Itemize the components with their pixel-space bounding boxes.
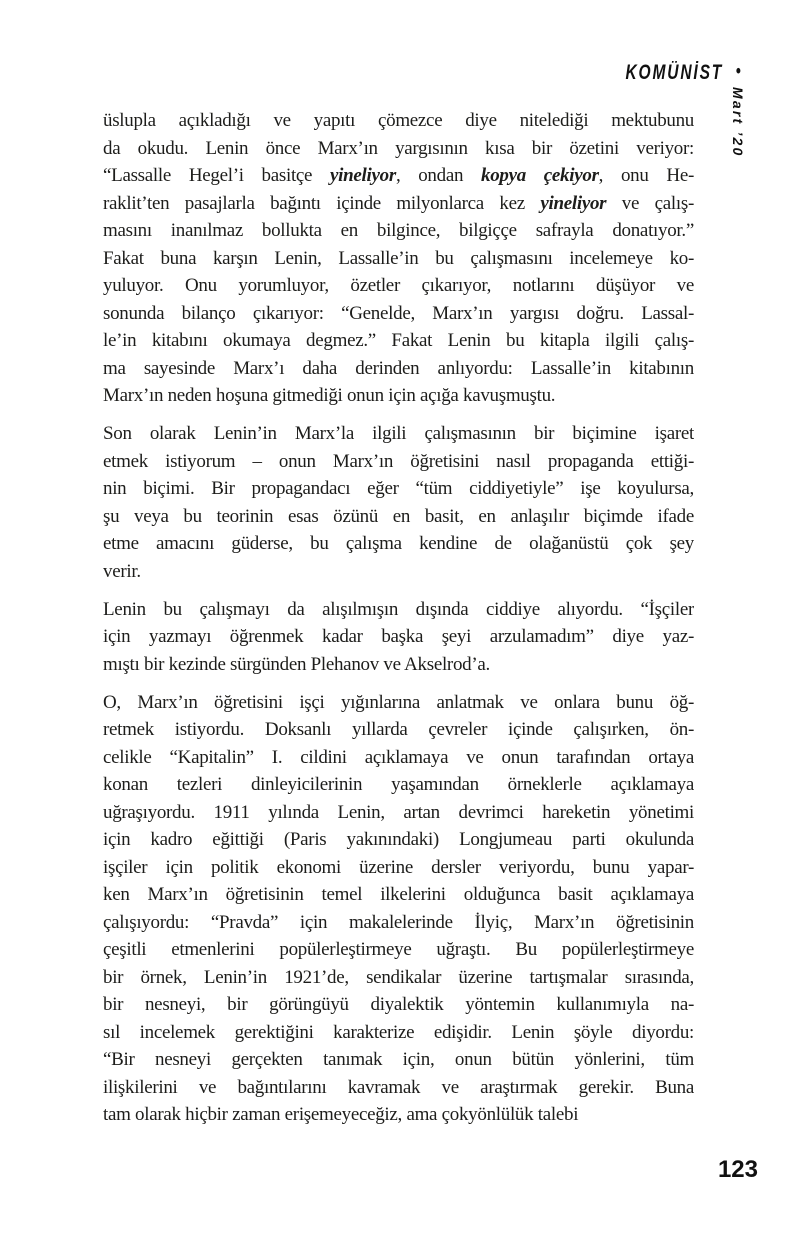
- text-run: verir.: [103, 560, 141, 582]
- text-run: etme amacını güderse, bu çalışma kendine de olağanüstü çok şey: [103, 533, 694, 554]
- text-line: [103, 909, 694, 937]
- text-line: [103, 1046, 694, 1074]
- text-line: [103, 1101, 694, 1129]
- issue-date: Mart ’20: [730, 87, 746, 158]
- text-line: [103, 420, 694, 448]
- text-run: sonunda bilanço çıkarıyor: “Genelde, Marx’ın yargısı doğru. Lassal-: [103, 302, 694, 324]
- text-run: konan tezleri dinleyicilerinin yaşamından örneklerle açıklamaya: [103, 774, 694, 795]
- text-run: masını inanılmaz bollukta en bilgince, bilgiççe safrayla donatıyor.”: [103, 220, 694, 241]
- text-line: [103, 272, 694, 300]
- paragraph: [103, 107, 694, 410]
- text-run: için kadro eğittiği (Paris yakınındaki) Longjumeau parti okulunda: [103, 829, 694, 850]
- text-run: için yazmayı öğrenmek kadar başka şeyi arzulamadım” diye yaz-: [103, 626, 694, 647]
- text-run: ilişkilerini ve bağıntılarını kavramak ve araştırmak gerekir. Buna: [103, 1076, 694, 1098]
- text-line: [103, 448, 694, 476]
- text-line: [103, 854, 694, 882]
- text-line: [103, 135, 694, 163]
- text-run: bir örnek, Lenin’in 1921’de, sendikalar üzerine tartışmalar sırasında,: [103, 966, 694, 988]
- bullet-icon: •: [736, 61, 741, 82]
- text-line: [103, 596, 694, 624]
- text-line: [103, 1074, 694, 1102]
- text-line: [103, 716, 694, 744]
- text-line: [103, 936, 694, 964]
- text-line: [103, 991, 694, 1019]
- paragraph: [103, 689, 694, 1129]
- paragraph: [103, 420, 694, 585]
- text-line: [103, 530, 694, 558]
- text-run: ma sayesinde Marx’ı daha derinden anlıyordu: Lassalle’in kitabının: [103, 357, 694, 379]
- text-run: çalışıyordu: “Pravda” için makalelerinde İlyiç, Marx’ın öğretisinin: [103, 911, 694, 933]
- text-line: [103, 475, 694, 503]
- text-line: [103, 964, 694, 992]
- text-line: [103, 799, 694, 827]
- text-line: [103, 651, 694, 679]
- text-run: raklit’ten pasajlarla bağıntı içinde milyonlarca kez: [103, 192, 541, 214]
- text-run: Fakat buna karşın Lenin, Lassalle’in bu çalışmasını incelemeye ko-: [103, 247, 694, 269]
- text-run: , ondan: [395, 165, 482, 186]
- text-run: , onu He-: [598, 165, 694, 186]
- body-text: [103, 107, 694, 1139]
- text-run: “Lassalle Hegel’i basitçe: [103, 165, 331, 186]
- text-line: [103, 689, 694, 717]
- text-run: Son olarak Lenin’in Marx’la ilgili çalışmasının bir biçimine işaret: [103, 423, 694, 444]
- text-line: [103, 826, 694, 854]
- text-run: etmek istiyorum – onun Marx’ın öğretisini nasıl propaganda ettiği-: [103, 450, 694, 472]
- text-run: uğraşıyordu. 1911 yılında Lenin, artan devrimci hareketin yönetimi: [103, 801, 694, 823]
- text-line: [103, 771, 694, 799]
- text-run: mıştı bir kezinde sürgünden Plehanov ve Akselrod’a.: [103, 653, 490, 675]
- emphasized-text: yineliyor: [540, 192, 607, 214]
- text-line: [103, 355, 694, 383]
- text-run: “Bir nesneyi gerçekten tanımak için, onun bütün yönlerini, tüm: [103, 1049, 694, 1070]
- text-line: [103, 327, 694, 355]
- text-line: [103, 744, 694, 772]
- text-run: üslupla açıkladığı ve yapıtı çömezce diye nitelediği mektubunu: [103, 110, 694, 131]
- text-run: yuluyor. Onu yorumluyor, özetler çıkarıyor, notlarını düşüyor ve: [103, 275, 694, 296]
- text-line: [103, 217, 694, 245]
- text-run: tam olarak hiçbir zaman erişemeyeceğiz, ama çokyönlülük talebi: [103, 1104, 579, 1125]
- text-run: Lenin bu çalışmayı da alışılmışın dışında ciddiye alıyordu. “İşçiler: [103, 598, 694, 620]
- text-line: [103, 558, 694, 586]
- text-run: ken Marx’ın öğretisinin temel ilkelerini olduğunca basit açıklamaya: [103, 884, 694, 905]
- text-run: sıl incelemek gerektiğini karakterize edişidir. Lenin şöyle diyordu:: [103, 1021, 694, 1043]
- text-run: O, Marx’ın öğretisini işçi yığınlarına anlatmak ve onlara bunu öğ-: [103, 691, 694, 713]
- paragraph: [103, 596, 694, 679]
- text-line: [103, 107, 694, 135]
- text-run: Marx’ın neden hoşuna gitmediği onun için açığa kavuşmuştu.: [103, 385, 556, 406]
- text-run: nin biçimi. Bir propagandacı eğer “tüm ciddiyetiyle” işe koyulursa,: [103, 478, 694, 499]
- text-line: [103, 300, 694, 328]
- text-run: işçiler için politik ekonomi üzerine dersler veriyordu, bunu yapar-: [103, 856, 694, 878]
- text-line: [103, 245, 694, 273]
- text-run: retmek istiyordu. Doksanlı yıllarda çevreler içinde çalışırken, ön-: [103, 719, 694, 740]
- text-line: [103, 881, 694, 909]
- text-line: [103, 503, 694, 531]
- text-run: şu veya bu teorinin esas özünü en basit, en anlaşılır biçimde ifade: [103, 505, 694, 527]
- text-line: [103, 623, 694, 651]
- emphasized-text: kopya çekiyor: [481, 165, 599, 186]
- emphasized-text: yineliyor: [330, 165, 396, 186]
- text-line: [103, 162, 694, 190]
- text-line: [103, 1019, 694, 1047]
- text-run: le’in kitabını okumaya degmez.” Fakat Lenin bu kitapla ilgili çalış-: [103, 330, 694, 351]
- running-head: [626, 61, 741, 85]
- text-run: bir nesneyi, bir görüngüyü diyalektik yöntemin kullanımıyla na-: [103, 994, 694, 1015]
- text-run: ve çalış-: [606, 192, 694, 214]
- text-line: [103, 382, 694, 410]
- text-line: [103, 190, 694, 218]
- text-run: celikle “Kapitalin” I. cildini açıklamaya ve onun tarafından ortaya: [103, 746, 694, 768]
- journal-title: KOMÜNİST: [625, 61, 724, 84]
- text-run: çeşitli etmenlerini popülerleştirmeye uğraştı. Bu popülerleştirmeye: [103, 939, 694, 960]
- page-number: 123: [717, 1156, 758, 1183]
- text-run: da okudu. Lenin önce Marx’ın yargısının kısa bir özetini veriyor:: [103, 137, 694, 159]
